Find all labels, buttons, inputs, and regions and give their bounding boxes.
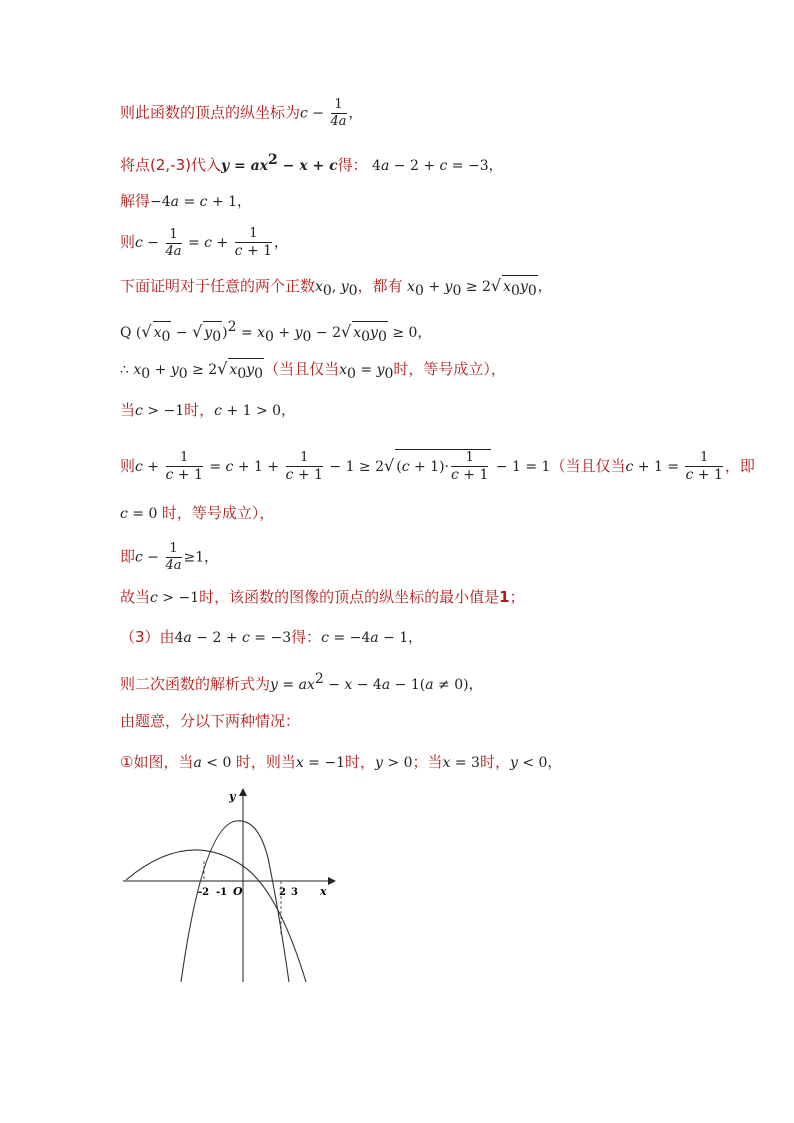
line-cases xyxy=(120,711,300,731)
line-amgm: 则c + $\frac{1}{c + 1}$ = c + 1 + $\frac{1}{c + 1}$ − 1 ≥ 2√ (c + 1)· $\frac{1}{c + 1}$ − 1 = 1（当且仅当c + 1 = $\frac{1}{c + 1}$ ，即 xyxy=(120,450,755,483)
tick-label: 3 xyxy=(291,887,298,898)
line-therefore: ∴ $x_0 + y_0 \ge 2√$ $x_0y_0$（当且仅当$x_0 = y_0$时，等号成立）， xyxy=(120,359,506,382)
text: 由 xyxy=(159,628,175,646)
line-equiv: 则c − $\frac{1}{4a}$ = c + $\frac{1}{c + 1}$ ， xyxy=(120,226,289,259)
text: 则 xyxy=(120,233,136,251)
text: 当 xyxy=(120,401,136,419)
text: 时，等号成立）， xyxy=(161,504,275,522)
fraction: $\frac{1}{4a}$ xyxy=(330,97,347,129)
text: 时， xyxy=(184,401,215,419)
text: 则二次函数的解析式为 xyxy=(120,675,271,693)
y-axis-arrow xyxy=(239,788,247,796)
text: 得： xyxy=(291,628,322,646)
text: 解得 xyxy=(120,192,151,210)
line-conclusion: 故当c > −1时，该函数的图像的顶点的纵坐标的最小值是1； xyxy=(120,588,525,606)
text: （当且仅当 xyxy=(264,360,340,378)
text: 时，等号成立）， xyxy=(393,360,506,378)
y-axis-label: y xyxy=(229,790,236,803)
line-equality: c = 0 时，等号成立）， xyxy=(120,504,275,522)
line-substitute: 将点(2,-3)代入$y = ax^2 - x + c$得： 4a − 2 + c = −3， xyxy=(120,152,503,174)
text: 则 xyxy=(120,457,136,475)
line-result: 即c − $\frac{1}{4a}$ ≥1， xyxy=(120,541,219,573)
line-part3: （3）由4a − 2 + c = −3得：c = −4a − 1， xyxy=(120,628,423,646)
tick-label: 2 xyxy=(279,887,286,898)
text: ； xyxy=(509,588,525,606)
text: 将点(2,-3)代入 xyxy=(120,156,221,174)
text: （当且仅当 xyxy=(550,457,626,475)
text: 时，该函数的图像的顶点的纵坐标的最小值是 xyxy=(199,588,500,606)
line-prove-intro: 下面证明对于任意的两个正数$x_0$, $y_0$，都有 $x_0 + y_0 \ge 2√$ $x_0y_0$， xyxy=(120,276,552,299)
tick-label: -2 xyxy=(198,887,210,898)
text: 1 xyxy=(499,588,510,606)
line-solve: 解得−4a = c + 1， xyxy=(120,192,252,210)
line-formula: 则二次函数的解析式为$y = ax^2 - x - 4a - 1(a \ne 0)$， xyxy=(120,671,483,693)
text: 则此函数的顶点的纵坐标为 xyxy=(120,103,301,122)
text: 得： xyxy=(337,156,368,174)
line-vertex-y: 则此函数的顶点的纵坐标为c − $\frac{1}{4a}$ ， xyxy=(120,97,363,129)
text: 故当 xyxy=(120,588,151,606)
x-axis-arrow xyxy=(328,877,336,885)
text: 即 xyxy=(120,547,136,566)
text: ①如图，当 xyxy=(120,753,194,771)
text: ；当 xyxy=(412,753,443,771)
tick-label: -1 xyxy=(216,887,228,898)
origin-label: O xyxy=(233,885,243,898)
text: ，即 xyxy=(724,457,755,475)
parabola-graph xyxy=(118,786,338,986)
text: 由题意，分以下两种情况： xyxy=(120,712,301,730)
text: 时，则当 xyxy=(235,753,296,771)
line-condition: 当c > −1时，c + 1 > 0， xyxy=(120,401,296,419)
line-case1: ①如图，当a < 0 时，则当x = −1时，y > 0；当x = 3时，y < 0， xyxy=(120,753,562,771)
text: ，都有 xyxy=(357,277,403,295)
x-axis-label: x xyxy=(320,885,327,898)
text: 时， xyxy=(345,753,376,771)
text: 下面证明对于任意的两个正数 xyxy=(120,277,316,295)
text: 时， xyxy=(479,753,510,771)
line-square: Q (√ $x_0$ − √ $y_0)^2 = x_0 + y_0 - 2√$ $x_0y_0 \ge 0$， xyxy=(120,319,432,345)
part-number: （3） xyxy=(120,628,160,646)
